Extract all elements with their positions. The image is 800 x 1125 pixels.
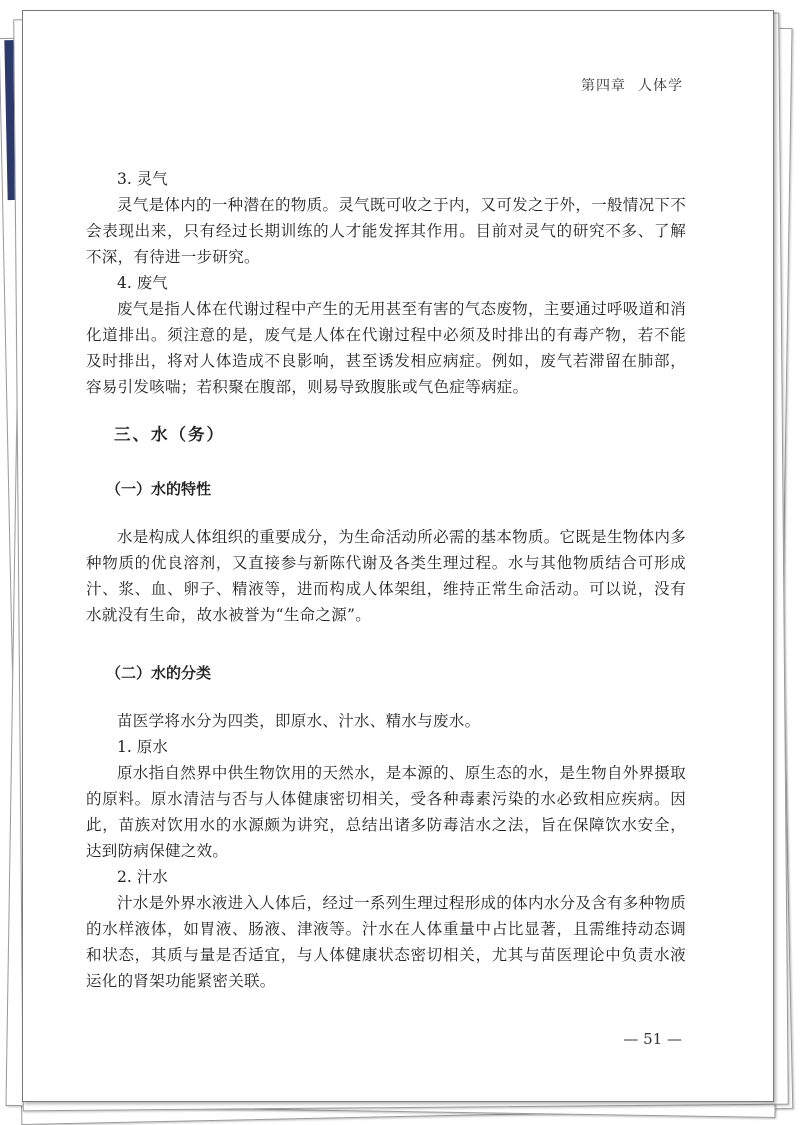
- page-number: — 51 —: [623, 1030, 682, 1048]
- paragraph: 汁水是外界水液进入人体后，经过一系列生理过程形成的体内水分及含有多种物质的水样液体，如胃液、肠液、津液等。汁水在人体重量中占比显著，且需维持动态调和状态，其质与量是否适宜，与人体健康状态密切相关，尤其与苗医理论中负责水液运化的肾架功能紧密关联。: [86, 894, 686, 990]
- paragraph: 水是构成人体组织的重要成分，为生命活动所必需的基本物质。它既是生物体内多种物质的优良溶剂，又直接参与新陈代谢及各类生理过程。水与其他物质结合可形成汁、浆、血、卵子、精液等，进而构成人体架组，维持正常生命活动。可以说，没有水就没有生命，故水被誉为“生命之源”。: [86, 528, 686, 624]
- paragraph: 原水指自然界中供生物饮用的天然水，是本源的、原生态的水，是生物自外界摄取的原料。原水清洁与否与人体健康密切相关，受各种毒素污染的水必致相应疾病。因此，苗族对饮用水的水源颇为讲究，总结出诸多防毒洁水之法，旨在保障饮水安全，达到防病保健之效。: [86, 764, 686, 860]
- page-body: [86, 166, 686, 994]
- paragraph: 苗医学将水分为四类，即原水、汁水、精水与废水。: [117, 712, 481, 730]
- paragraph: 废气是指人体在代谢过程中产生的无用甚至有害的气态废物，主要通过呼吸道和消化道排出。须注意的是，废气是人体在代谢过程中必须及时排出的有毒产物，若不能及时排出，将对人体造成不良影响，甚至诱发相应病症。例如，废气若滞留在肺部，容易引发咳喘；若积聚在腹部，则易导致腹胀或气色症等病症。: [86, 300, 686, 396]
- running-header: [581, 75, 683, 95]
- subsection-title: 1. 原水: [117, 738, 168, 756]
- chapter-label: 第四章: [581, 78, 626, 94]
- section-heading: 三、水（务）: [114, 425, 225, 444]
- subsection-heading: （二）水的分类: [106, 664, 212, 682]
- subsection-title: 2. 汁水: [117, 868, 168, 886]
- subsection-title: 4. 废气: [117, 274, 168, 292]
- paragraph: 灵气是体内的一种潜在的物质。灵气既可收之于内，又可发之于外，一般情况下不会表现出来，只有经过长期训练的人才能发挥其作用。目前对灵气的研究不多、了解不深，有待进一步研究。: [86, 196, 686, 266]
- subsection-heading: （一）水的特性: [106, 480, 212, 498]
- chapter-title: 人体学: [638, 78, 683, 94]
- subsection-title: 3. 灵气: [117, 170, 168, 188]
